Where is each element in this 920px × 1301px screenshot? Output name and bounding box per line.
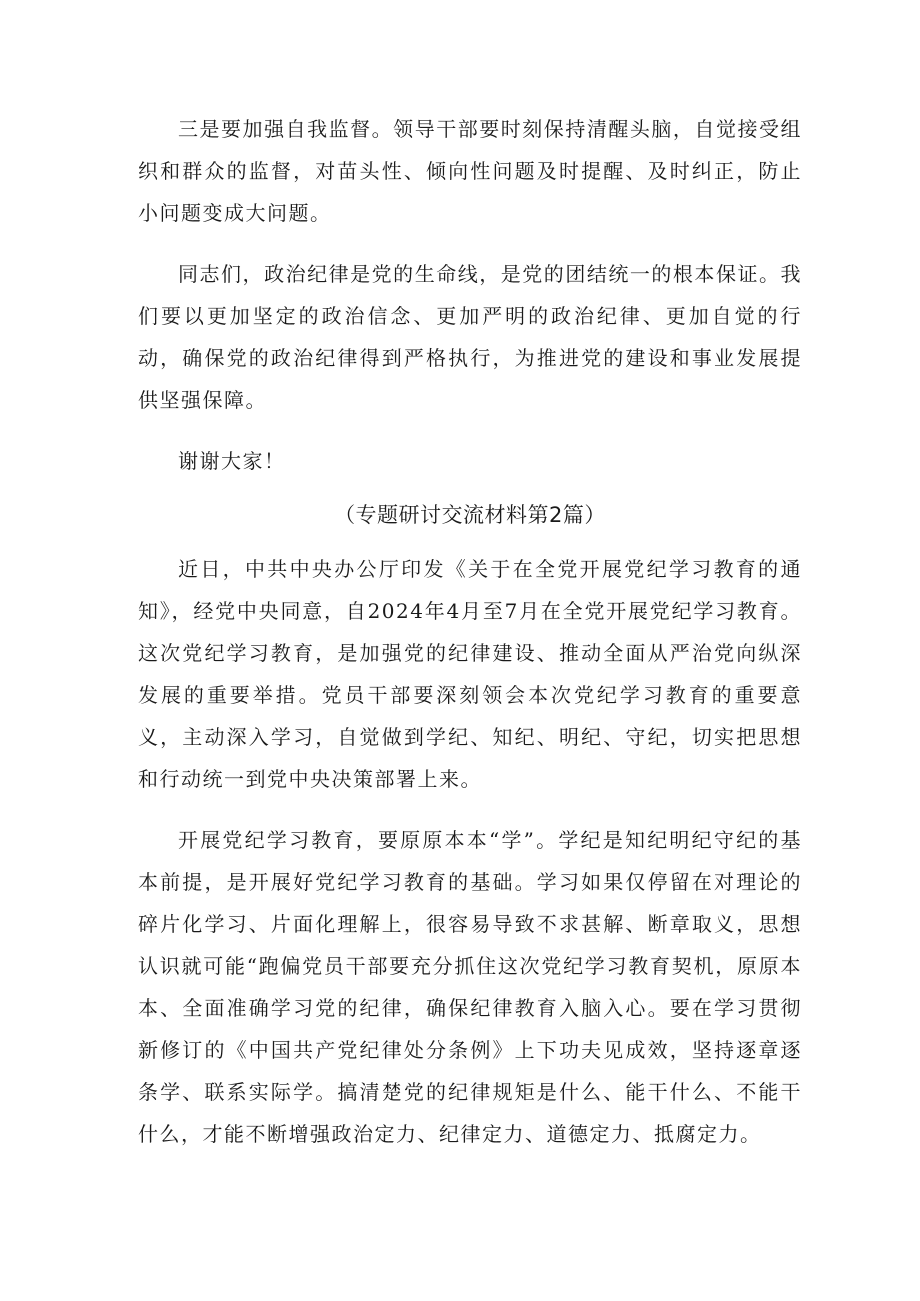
paragraph-thanks: 谢谢大家！ bbox=[178, 449, 286, 473]
paragraph-study: 开展党纪学习教育，要原原本本“学”。学纪是知纪明纪守纪的基本前提，是开展好党纪学习教育的基础。学习如果仅停留在对理论的碎片化学习、片面化理解上，很容易导致不求甚解、断章取义，思想认识就可能“跑偏党员干部要充分抓住这次党纪学习教育契机，原原本本、全面准确学习党的纪律，确保纪律教育入脑入心。要在学习贯彻新修订的《中国共产党纪律处分条例》上下功夫见成效，坚持逐章逐条学、联系实际学。搞清楚党的纪律规矩是什么、能干什么、不能干什么，才能不断增强政治定力、纪律定力、道德定力、抵腐定力。 bbox=[138, 828, 802, 1146]
paragraph-political-discipline: 同志们，政治纪律是党的生命线，是党的团结统一的根本保证。我们要以更加坚定的政治信念、更加严明的政治纪律、更加自觉的行动，确保党的政治纪律得到严格执行，为推进党的建设和事业发展提供坚强保障。 bbox=[138, 262, 802, 412]
paragraph-notice: 近日，中共中央办公厅印发《关于在全党开展党纪学习教育的通知》，经党中央同意，自2024年4月至7月在全党开展党纪学习教育。这次党纪学习教育，是加强党的纪律建设、推动全面从严治党向纵深发展的重要举措。党员干部要深刻领会本次党纪学习教育的重要意义，主动深入学习，自觉做到学纪、知纪、明纪、守纪，切实把思想和行动统一到党中央决策部署上来。 bbox=[138, 557, 802, 791]
document-body bbox=[138, 108, 802, 1155]
section-title: （专题研讨交流材料第2篇） bbox=[334, 503, 606, 527]
paragraph-self-supervision: 三是要加强自我监督。领导干部要时刻保持清醒头脑，自觉接受组织和群众的监督，对苗头性、倾向性问题及时提醒、及时纠正，防止小问题变成大问题。 bbox=[138, 117, 802, 225]
